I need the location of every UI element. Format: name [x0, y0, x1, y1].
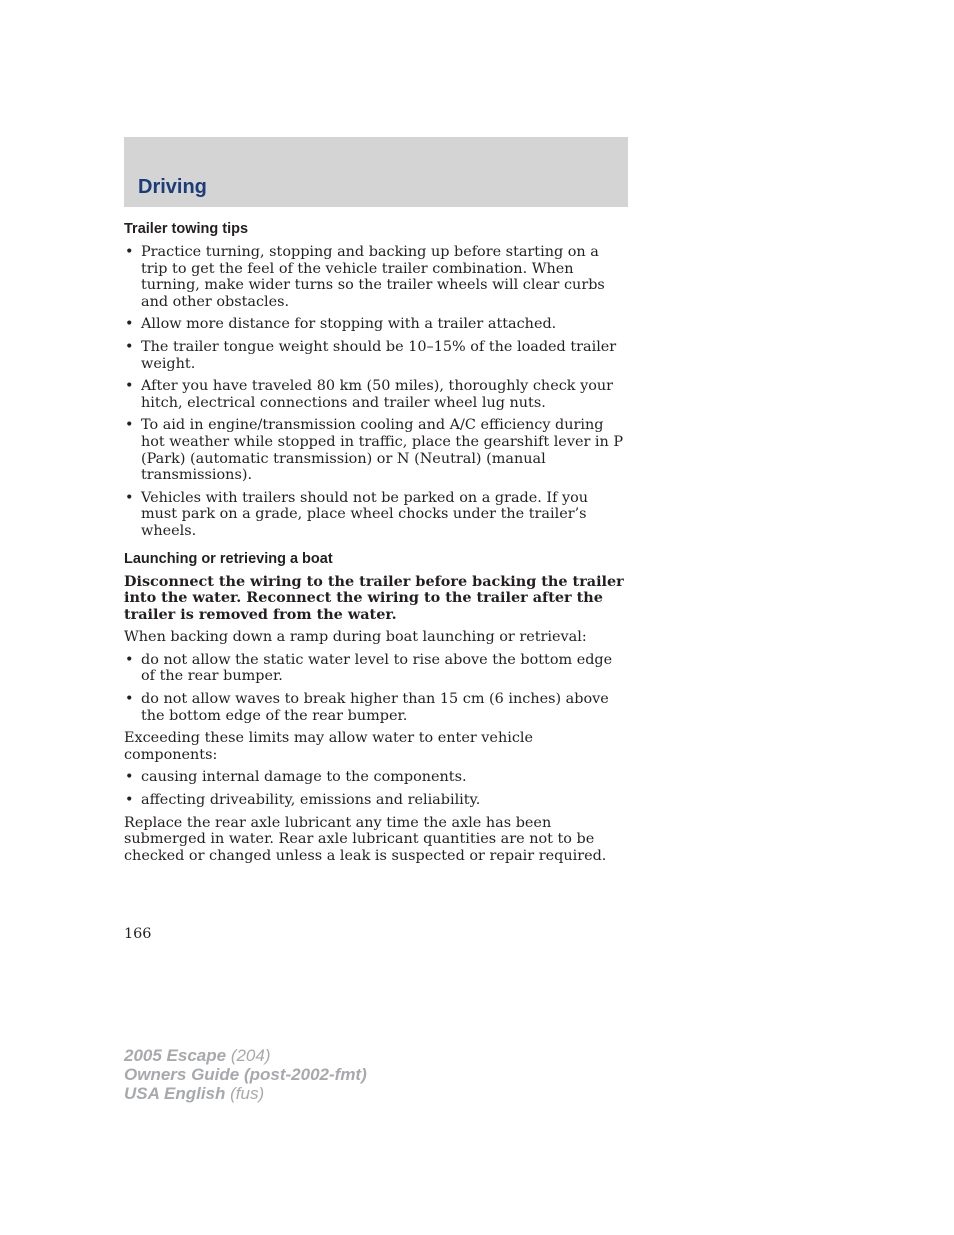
- page-content: [124, 220, 624, 870]
- footer-language: USA English: [124, 1084, 226, 1103]
- limits-paragraph: Exceeding these limits may allow water to enter vehicle components:: [124, 730, 533, 763]
- list-item: • To aid in engine/transmission cooling and A/C efficiency during hot weather while stopped in traffic, place the gearshift lever in P (Park) (automatic transmission) or N (Neutral) (manual transmissions).: [124, 417, 624, 483]
- list-item: • Allow more distance for stopping with a trailer attached.: [124, 316, 624, 333]
- warning-paragraph: Disconnect the wiring to the trailer before backing the trailer into the water. Reconnect the wiring to the trailer after the trailer is removed from the water.: [124, 572, 624, 623]
- consequences-list: [124, 769, 624, 808]
- section-title: Driving: [138, 176, 207, 198]
- list-item: • Practice turning, stopping and backing up before starting on a trip to get the feel of the vehicle trailer combination. When turning, make wider turns so the trailer wheels will clear curbs and other obstacles.: [124, 244, 624, 310]
- footer-model-code: (204): [226, 1046, 271, 1065]
- footer-language-code: (fus): [225, 1084, 265, 1103]
- footer-line-model: [124, 1046, 367, 1065]
- subheading-launching-boat: Launching or retrieving a boat: [124, 550, 333, 567]
- footer-line-language: [124, 1084, 367, 1103]
- list-item: • causing internal damage to the components.: [124, 769, 624, 786]
- section-header-band: [124, 137, 628, 207]
- list-item: • do not allow waves to break higher than 15 cm (6 inches) above the bottom edge of the rear bumper.: [124, 691, 624, 724]
- towing-tips-list: [124, 244, 624, 540]
- document-footer: [124, 1046, 367, 1103]
- list-item: • do not allow the static water level to rise above the bottom edge of the rear bumper.: [124, 652, 624, 685]
- list-item: • affecting driveability, emissions and reliability.: [124, 792, 624, 809]
- footer-line-guide: Owners Guide (post-2002-fmt): [124, 1065, 367, 1084]
- list-item: • After you have traveled 80 km (50 miles), thoroughly check your hitch, electrical connections and trailer wheel lug nuts.: [124, 378, 624, 411]
- footer-model-name: 2005 Escape: [124, 1046, 227, 1065]
- lubricant-paragraph: Replace the rear axle lubricant any time the axle has been submerged in water. Rear axle lubricant quantities are not to be checked or changed unless a leak is suspected or repair required.: [124, 814, 607, 864]
- subheading-trailer-towing-tips: Trailer towing tips: [124, 221, 249, 237]
- list-item: • The trailer tongue weight should be 10–15% of the loaded trailer weight.: [124, 339, 624, 372]
- water-level-list: [124, 652, 624, 724]
- intro-paragraph: When backing down a ramp during boat launching or retrieval:: [124, 629, 587, 646]
- list-item: • Vehicles with trailers should not be parked on a grade. If you must park on a grade, place wheel chocks under the trailer’s wheels.: [124, 490, 624, 540]
- page-number: 166: [124, 926, 152, 942]
